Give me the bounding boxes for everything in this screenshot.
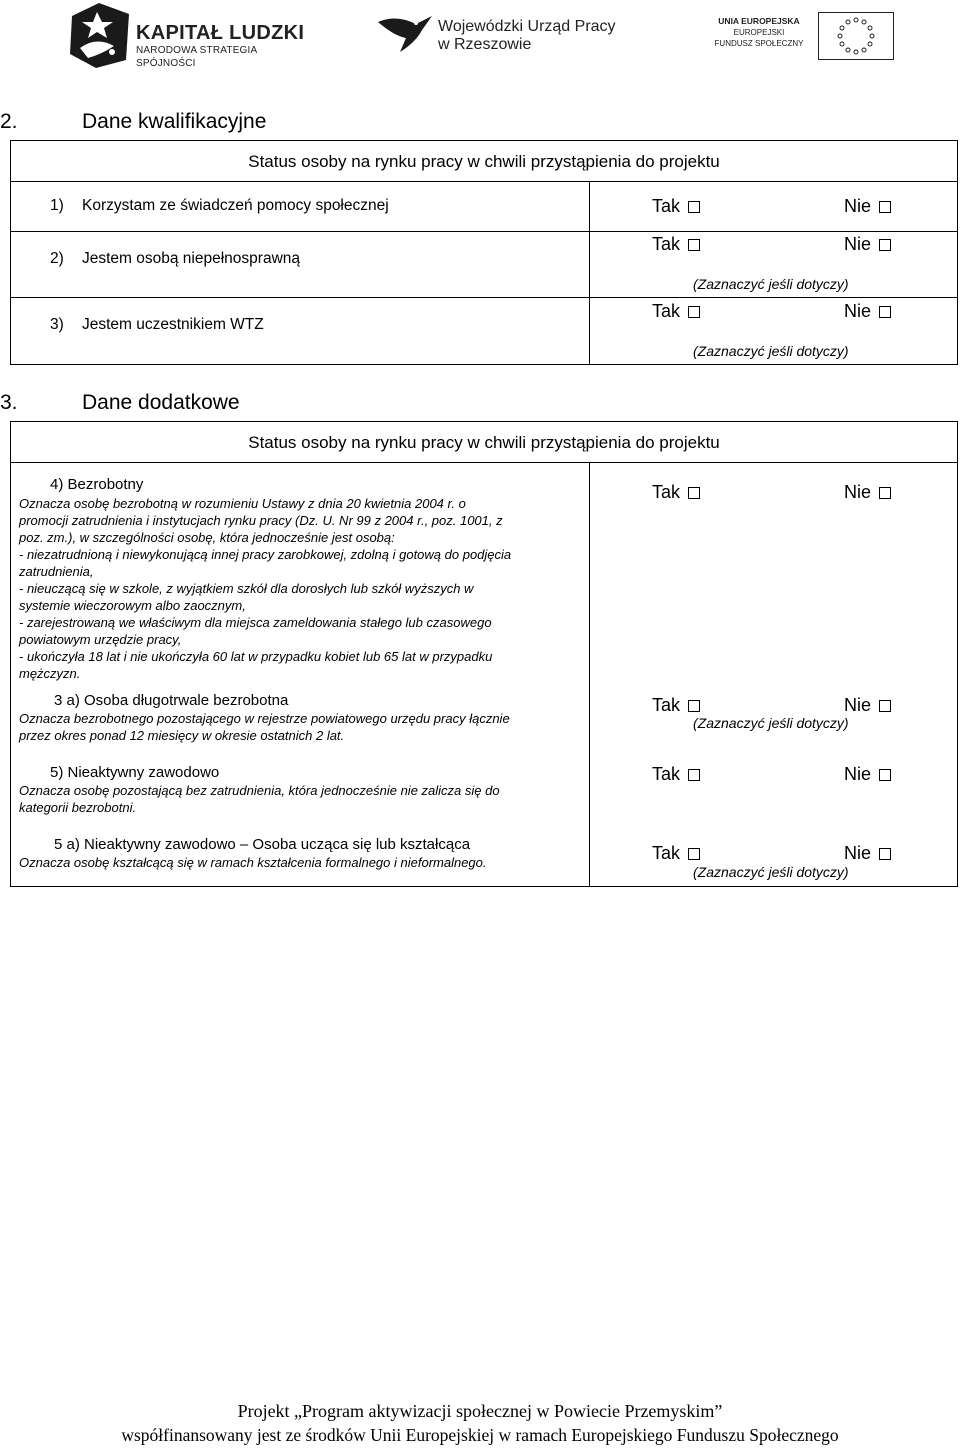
no-label: Nie: [844, 196, 872, 216]
long-term-unemployed-title: 3 a) Osoba długotrwale bezrobotna: [54, 692, 289, 709]
desc-line: powiatowym urzędzie pracy,: [19, 632, 182, 647]
applicable-note: (Zaznaczyć jeśli dotyczy): [693, 343, 849, 359]
desc-line: poz. zm.), w szczególności osobę, która jednocześnie jest osobą:: [19, 530, 395, 545]
no-checkbox[interactable]: [879, 769, 891, 781]
desc-line: Oznacza osobę kształcącą się w ramach kształcenia formalnego i nieformalnego.: [19, 855, 487, 870]
no-label: Nie: [844, 482, 872, 502]
footer-funding: współfinansowany jest ze środków Unii Europejskiej w ramach Europejskiego Funduszu Społecznego: [121, 1425, 839, 1445]
desc-line: systemie wieczorowym albo zaocznym,: [19, 598, 246, 613]
no-label: Nie: [844, 301, 872, 321]
no-option[interactable]: [844, 234, 891, 254]
item-label: Korzystam ze świadczeń pomocy społecznej: [82, 197, 389, 214]
kapital-ludzki-logo: [66, 2, 316, 68]
applicable-note: (Zaznaczyć jeśli dotyczy): [693, 276, 849, 292]
desc-line: zatrudnienia,: [19, 564, 94, 579]
kapital-ludzki-title: KAPITAŁ LUDZKI: [136, 22, 305, 44]
footer-project-name: Projekt „Program aktywizacji społecznej w Powiecie Przemyskim”: [237, 1401, 723, 1421]
yes-checkbox[interactable]: [688, 239, 700, 251]
section-3-heading: [0, 391, 240, 415]
no-checkbox[interactable]: [879, 487, 891, 499]
eu-fund-line1: EUROPEJSKI: [733, 28, 785, 37]
desc-line: promocji zatrudnienia i instytucjach rynku pracy (Dz. U. Nr 99 z 2004 r., poz. 1001, z: [19, 513, 503, 528]
yes-option[interactable]: [652, 843, 700, 863]
section-3-title: Dane dodatkowe: [82, 391, 240, 414]
no-option[interactable]: [844, 695, 891, 715]
item-label: Jestem osobą niepełnosprawną: [82, 250, 300, 267]
yes-checkbox[interactable]: [688, 769, 700, 781]
item-label: Jestem uczestnikiem WTZ: [82, 316, 264, 333]
additional-box-title: Status osoby na rynku pracy w chwili przystąpienia do projektu: [248, 433, 720, 452]
yes-label: Tak: [652, 482, 681, 502]
qualification-box: [10, 140, 958, 365]
eu-logo: [708, 12, 894, 60]
yes-option[interactable]: [652, 695, 700, 715]
yes-label: Tak: [652, 234, 681, 254]
eu-fund-line2: FUNDUSZ SPOŁECZNY: [714, 39, 804, 48]
no-option[interactable]: [844, 764, 891, 784]
no-option[interactable]: [844, 301, 891, 321]
no-checkbox[interactable]: [879, 700, 891, 712]
item-social-assistance: [50, 197, 389, 215]
kapital-ludzki-emblem-icon: [66, 2, 132, 68]
desc-line: kategorii bezrobotni.: [19, 800, 137, 815]
yes-checkbox[interactable]: [688, 306, 700, 318]
inactive-learning-title: 5 a) Nieaktywny zawodowo – Osoba ucząca się lub kształcąca: [54, 836, 471, 853]
desc-line: - ukończyła 18 lat i nie ukończyła 60 lat w przypadku kobiet lub 65 lat w przypadku: [19, 649, 493, 664]
wup-text: [438, 18, 616, 54]
wup-bird-icon: [376, 12, 434, 58]
applicable-note: (Zaznaczyć jeśli dotyczy): [693, 715, 849, 731]
yes-option[interactable]: [652, 301, 700, 321]
section-2-heading: [0, 110, 266, 134]
eu-union-label: UNIA EUROPEJSKA: [718, 16, 800, 26]
yes-checkbox[interactable]: [688, 848, 700, 860]
desc-line: - niezatrudnioną i niewykonującą innej pracy zarobkowej, zdolną i gotową do podjęcia: [19, 547, 512, 562]
unemployed-description: [19, 495, 589, 682]
inactive-learning-description: [19, 854, 589, 871]
desc-line: - zarejestrowaną we właściwym dla miejsca zameldowania stałego lub czasowego: [19, 615, 492, 630]
yes-option[interactable]: [652, 234, 700, 254]
no-label: Nie: [844, 234, 872, 254]
yes-label: Tak: [652, 764, 681, 784]
no-checkbox[interactable]: [879, 306, 891, 318]
applicable-note: (Zaznaczyć jeśli dotyczy): [693, 864, 849, 880]
desc-line: mężczyzn.: [19, 666, 81, 681]
no-option[interactable]: [844, 196, 891, 216]
item-number: 3): [50, 316, 64, 333]
long-term-unemployed-description: [19, 710, 589, 744]
wup-city: w Rzeszowie: [438, 36, 532, 53]
no-checkbox[interactable]: [879, 201, 891, 213]
no-option[interactable]: [844, 482, 891, 502]
yes-label: Tak: [652, 301, 681, 321]
yes-checkbox[interactable]: [688, 700, 700, 712]
desc-line: - nieuczącą się w szkole, z wyjątkiem szkół dla dorosłych lub szkół wyższych w: [19, 581, 474, 596]
yes-label: Tak: [652, 196, 681, 216]
qualification-box-title: Status osoby na rynku pracy w chwili przystąpienia do projektu: [248, 152, 720, 171]
item-disabled-person: [50, 250, 300, 268]
no-label: Nie: [844, 843, 872, 863]
desc-line: przez okres ponad 12 miesięcy w okresie ostatnich 2 lat.: [19, 728, 345, 743]
yes-checkbox[interactable]: [688, 487, 700, 499]
unemployed-title: 4) Bezrobotny: [50, 476, 144, 493]
desc-line: Oznacza osobę pozostającą bez zatrudnienia, która jednocześnie nie zalicza się do: [19, 783, 500, 798]
item-wtz-participant: [50, 316, 264, 334]
item-number: 1): [50, 197, 64, 214]
no-option[interactable]: [844, 843, 891, 863]
additional-data-box: [10, 421, 958, 887]
desc-line: Oznacza bezrobotnego pozostającego w rejestrze powiatowego urzędu pracy łącznie: [19, 711, 510, 726]
section-2-number: 2.: [0, 110, 18, 133]
inactive-description: [19, 782, 589, 816]
eu-text: [708, 16, 810, 49]
wup-rzeszow-logo: [376, 10, 636, 60]
kapital-ludzki-text: [136, 22, 316, 70]
inactive-title: 5) Nieaktywny zawodowo: [50, 764, 220, 781]
desc-line: Oznacza osobę bezrobotną w rozumieniu Ustawy z dnia 20 kwietnia 2004 r. o: [19, 496, 466, 511]
wup-name: Wojewódzki Urząd Pracy: [438, 18, 616, 35]
section-3-number: 3.: [0, 391, 18, 414]
yes-option[interactable]: [652, 196, 700, 216]
yes-checkbox[interactable]: [688, 201, 700, 213]
header-logos: [0, 0, 960, 72]
yes-label: Tak: [652, 843, 681, 863]
no-checkbox[interactable]: [879, 848, 891, 860]
yes-option[interactable]: [652, 764, 700, 784]
item-number: 2): [50, 250, 64, 267]
section-2-title: Dane kwalifikacyjne: [82, 110, 267, 133]
no-checkbox[interactable]: [879, 239, 891, 251]
no-label: Nie: [844, 695, 872, 715]
yes-label: Tak: [652, 695, 681, 715]
kapital-ludzki-subtitle: NARODOWA STRATEGIA SPÓJNOŚCI: [136, 45, 257, 69]
no-label: Nie: [844, 764, 872, 784]
yes-option[interactable]: [652, 482, 700, 502]
eu-flag-icon: [818, 12, 894, 60]
